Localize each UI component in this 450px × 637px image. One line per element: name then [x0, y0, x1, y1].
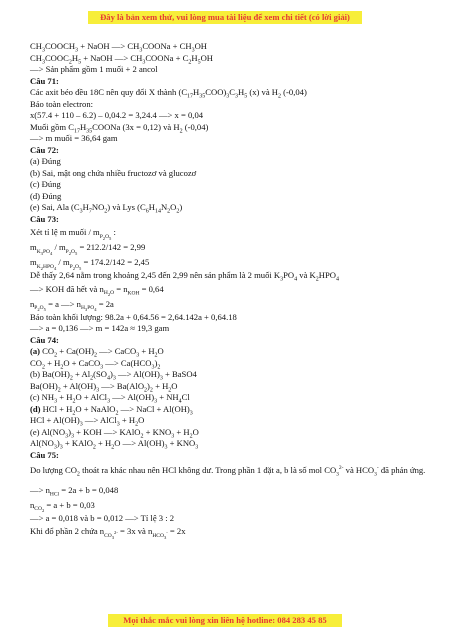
text-line: Do lượng $CO_2$ thoát ra khác nhau nên HCl không dư. Trong phần 1 đặt a, b là số mol $CO_3^{2-}$ và $HCO_3^-$ đã phản ứng. [30, 464, 426, 478]
text-line: (e) $Al(NO_3)_3$ + KOH —> KAlO$_2$ + $KNO_3 + H_2O$ [30, 426, 199, 440]
text-line: (c) Đúng [30, 179, 61, 189]
text-line: —> a = 0,018 và b = 0,012 —> Tỉ lệ 3 : 2 [30, 512, 175, 523]
question-heading: Câu 71: [30, 75, 59, 86]
question-heading: Câu 75: [30, 449, 59, 460]
text-line: $n_{P_2O_5} = a$ —> $n_{H_3PO_4} = 2a$ [30, 298, 114, 313]
text-line: —> KOH đã hết và $n_{H_2O} = n_{KOH} = 0,64$ [30, 283, 164, 298]
text-line: (c) $NH_3 + H_2O$ + AlCl$_3$ —> $Al(OH)_3 + NH_4Cl$ [30, 392, 190, 405]
text-line: HCl + $Al(OH)_3$ —> AlCl$_3$ + $H_2O$ [30, 415, 145, 428]
text-line: —> m muối = 36,64 gam [30, 133, 118, 143]
text-line: $CO_2 + H_2O$ + CaCO$_3$ —> $Ca(HCO_3)_2$ [30, 357, 161, 371]
text-line: Dễ thấy 2,64 nằm trong khoảng 2,45 đến 2,99 nên sản phẩm là 2 muối $K_3PO_4$ và $K_2HPO_4$ [30, 270, 339, 283]
text-line: $m_{K_3PO_4} / m_{P_2O_5} = 212.2/142 = 2,99$ [30, 242, 146, 256]
text-line: x(57.4 + 110 – 6.2) – 0,04.2 = 3,24.4 —> x = 0,04 [30, 110, 204, 120]
text-line: Các axit béo đều 18C nên quy đổi X thành $(C_{17}H_{35}COO)_3C_3H_5$ (x) và $H_2$ (-0,04) [30, 87, 307, 100]
question-heading: Câu 74: [30, 334, 59, 345]
text-line: —> $n_{HCl} = 2a + b = 0,048$ [30, 484, 119, 498]
text-line: Muối gồm $C_{17}H_{35}COONa$ (3x = 0,12) và $H_2$ (-0,04) [30, 121, 209, 135]
text-line: Khi đổ phần 2 chứa $n_{CO_3^{2-}} = 3x$ và $n_{HCO_3^-} = 2x$ [30, 526, 186, 540]
text-line: —> Sản phẩm gồm 1 muối + 2 ancol [30, 64, 158, 74]
question-heading: Câu 72: [30, 144, 59, 155]
text-line: (d) Đúng [30, 190, 62, 201]
text-line: Xét tỉ lệ m muối / $m_{P_2O_5}$ : [30, 227, 116, 241]
text-line: —> a = 0,136 —> m = 142a ≈ 19,3 gam [30, 323, 170, 333]
hotline-banner: Mọi thắc mắc vui lòng xin liên hệ hotline: 084 283 45 85 [108, 614, 342, 627]
text-line: (b) $Ba(OH)_2 + Al_2(SO_4)_3$ —> $Al(OH)_3$ + BaSO4 [30, 369, 197, 382]
text-line: $Al(NO_3)_3$ + KAlO$_2$ + $H_2O$ —> $Al(OH)_3 + KNO_3$ [30, 438, 199, 451]
text-line: Bảo toàn electron: [30, 98, 93, 109]
solution-body [30, 41, 426, 539]
preview-banner: Đây là bản xem thử, vui lòng mua tài liệu để xem chi tiết (có lời giải) [88, 11, 362, 24]
text-line: (a) Đúng [30, 156, 61, 166]
text-line: (d) HCl + $H_2O$ + NaAlO$_2$ —> NaCl + $Al(OH)_3$ [30, 403, 193, 417]
text-line: $CH_3COOCH_3$ + NaOH —> $CH_3COONa + CH_3OH$ [30, 41, 207, 54]
text-line: $Ba(OH)_2 + Al(OH)_3$ —> $Ba(AlO_2)_2 + H_2O$ [30, 380, 178, 394]
text-line: (b) Sai, mật ong chứa nhiều fructozơ và glucozơ [30, 167, 197, 178]
text-line: $CH_3COOC_2H_5$ + NaOH —> $CH_3COONa + C_2H_5OH$ [30, 52, 214, 66]
text-line: Bảo toàn khối lượng: 98.2a + 0,64.56 = 2,64.142a + 0,64.18 [30, 311, 237, 322]
text-line: (a) $CO_2 + Ca(OH)_2$ —> CaCO$_3$ + $H_2O$ [30, 346, 164, 359]
text-line: $m_{K_2HPO_4} / m_{P_2O_5} = 174.2/142 = 2,45$ [30, 257, 150, 271]
question-heading: Câu 73: [30, 213, 59, 224]
text-line: (e) Sai, Ala $(C_3H_7NO_2)$ và Lys $(C_6H_{14}N_2O_2)$ [30, 202, 183, 215]
text-line: $n_{CO_2} = a + b = 0,03$ [30, 499, 95, 514]
